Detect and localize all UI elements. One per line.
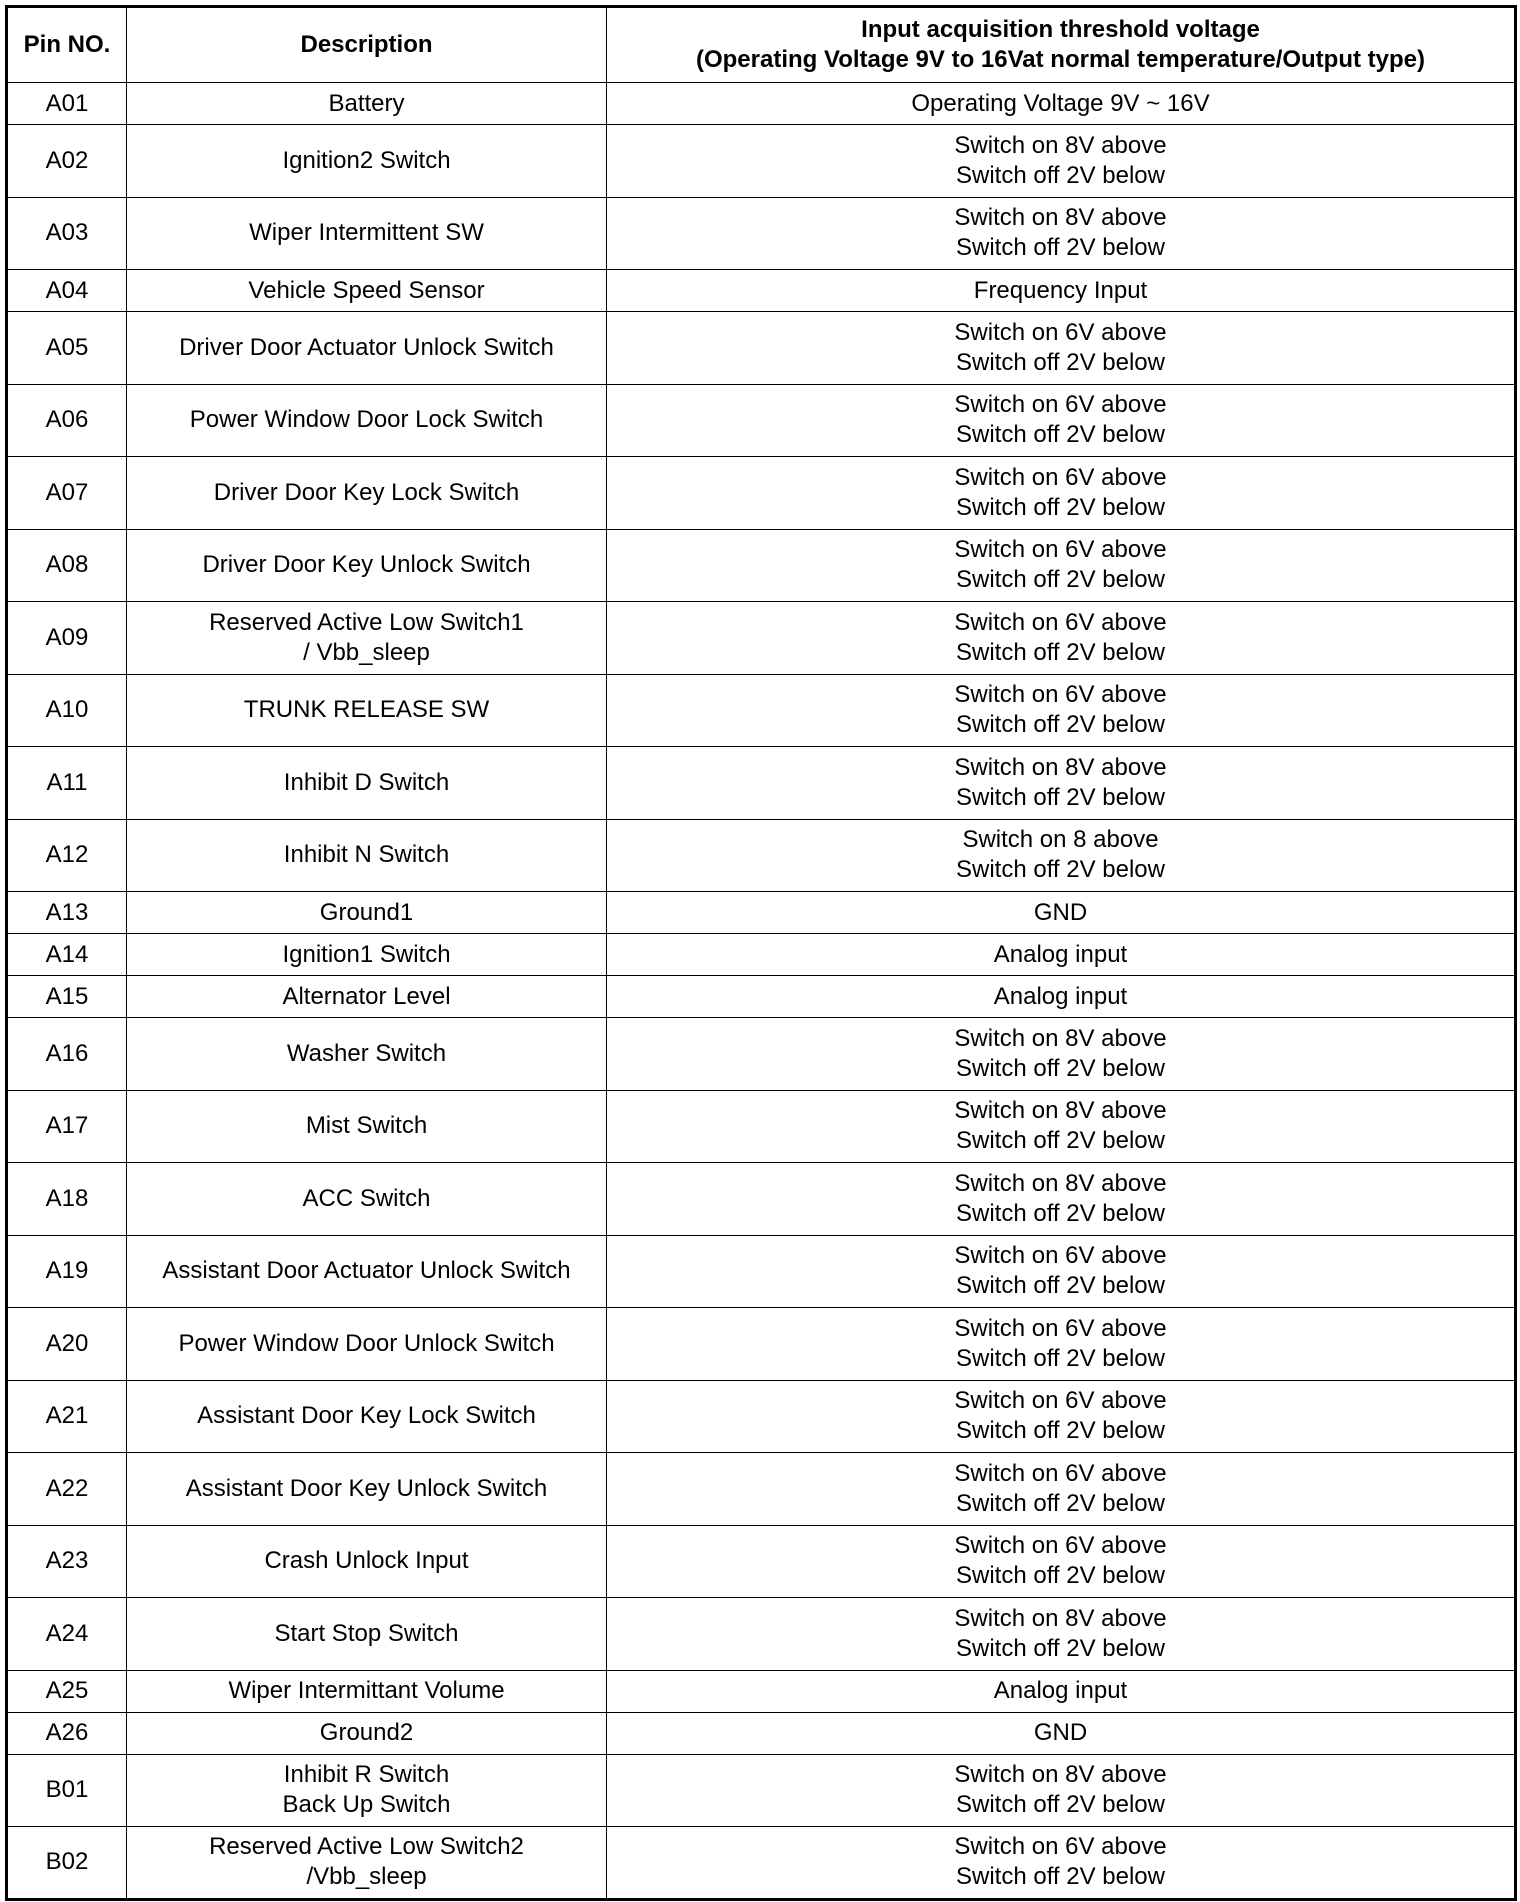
- description-line: Reserved Active Low Switch1: [209, 608, 524, 636]
- threshold-cell: [607, 1712, 1516, 1754]
- header-row: [7, 7, 1516, 83]
- threshold-line: Switch on 8V above: [954, 1761, 1167, 1789]
- pin-number-cell: A25: [7, 1670, 127, 1712]
- description-line: Driver Door Key Lock Switch: [213, 478, 520, 506]
- description-cell: [127, 602, 607, 675]
- threshold-line: Switch on 8V above: [954, 131, 1167, 159]
- table-row: [7, 934, 1516, 976]
- threshold-line: Switch on 6V above: [954, 536, 1167, 564]
- threshold-cell: [607, 1598, 1516, 1671]
- threshold-line: Analog input: [993, 1677, 1128, 1704]
- threshold-cell: [607, 602, 1516, 675]
- description-cell: [127, 1598, 607, 1671]
- description-cell: [127, 312, 607, 385]
- threshold-line: Switch off 2V below: [955, 1199, 1165, 1227]
- threshold-cell: [607, 747, 1516, 820]
- description-cell: [127, 1827, 607, 1900]
- threshold-line: Switch on 8V above: [954, 1097, 1167, 1125]
- threshold-line: Switch off 2V below: [955, 711, 1165, 739]
- threshold-cell: [607, 384, 1516, 457]
- threshold-line: Switch on 6V above: [954, 1242, 1167, 1270]
- description-line: Washer Switch: [286, 1039, 447, 1067]
- table-row: [7, 125, 1516, 198]
- threshold-cell: [607, 1380, 1516, 1453]
- description-cell: [127, 1090, 607, 1163]
- threshold-line: Operating Voltage 9V ~ 16V: [911, 89, 1210, 117]
- table-body: [7, 83, 1516, 1900]
- threshold-line: Switch on 6V above: [954, 1833, 1167, 1861]
- pin-number-cell: A18: [7, 1163, 127, 1236]
- threshold-line: Switch on 8V above: [954, 1024, 1167, 1052]
- description-line: Assistant Door Key Unlock Switch: [185, 1474, 548, 1502]
- table-row: [7, 1380, 1516, 1453]
- threshold-line: Switch on 6V above: [954, 463, 1167, 491]
- table-row: [7, 1827, 1516, 1900]
- description-cell: [127, 529, 607, 602]
- threshold-cell: [607, 1827, 1516, 1900]
- header-threshold-voltage: [607, 7, 1516, 83]
- pin-number-cell: A13: [7, 892, 127, 934]
- description-line: Power Window Door Lock Switch: [189, 406, 544, 434]
- description-cell: [127, 747, 607, 820]
- threshold-line: Switch off 2V below: [955, 348, 1165, 376]
- threshold-line: Switch on 6V above: [954, 318, 1167, 346]
- description-cell: [127, 934, 607, 976]
- threshold-line: Switch off 2V below: [955, 1791, 1165, 1819]
- table-row: [7, 976, 1516, 1018]
- description-line: Inhibit D Switch: [283, 768, 450, 796]
- description-cell: [127, 125, 607, 198]
- threshold-line: Switch on 8V above: [954, 1604, 1167, 1632]
- table-row: [7, 747, 1516, 820]
- description-line: / Vbb_sleep: [303, 638, 430, 666]
- threshold-line: Switch off 2V below: [955, 1054, 1165, 1082]
- description-cell: [127, 819, 607, 892]
- description-line: Wiper Intermittent SW: [249, 219, 484, 247]
- table-row: [7, 1090, 1516, 1163]
- threshold-line: Switch on 6V above: [954, 1459, 1167, 1487]
- threshold-cell: [607, 125, 1516, 198]
- threshold-cell: [607, 1453, 1516, 1526]
- table-row: [7, 270, 1516, 312]
- threshold-line: Switch off 2V below: [955, 1489, 1165, 1517]
- table-row: [7, 1235, 1516, 1308]
- description-cell: [127, 976, 607, 1018]
- description-cell: [127, 674, 607, 747]
- threshold-cell: [607, 457, 1516, 530]
- pin-number-cell: A24: [7, 1598, 127, 1671]
- description-cell: [127, 384, 607, 457]
- threshold-cell: [607, 270, 1516, 312]
- pin-number-cell: A26: [7, 1712, 127, 1754]
- threshold-line: Switch on 8V above: [954, 753, 1167, 781]
- threshold-cell: [607, 312, 1516, 385]
- threshold-line: Switch on 6V above: [954, 1387, 1167, 1415]
- description-cell: [127, 1380, 607, 1453]
- description-line: Ground2: [319, 1719, 414, 1746]
- threshold-line: Switch off 2V below: [955, 161, 1165, 189]
- description-line: Back Up Switch: [282, 1791, 451, 1819]
- description-line: Ignition1 Switch: [282, 940, 451, 968]
- table-row: [7, 819, 1516, 892]
- table-header: [7, 7, 1516, 83]
- description-line: Mist Switch: [305, 1112, 428, 1140]
- threshold-line: GND: [1033, 898, 1088, 926]
- pin-number-cell: A03: [7, 197, 127, 270]
- description-line: TRUNK RELEASE SW: [243, 696, 490, 724]
- pin-number-cell: A11: [7, 747, 127, 820]
- description-line: Power Window Door Unlock Switch: [178, 1329, 555, 1357]
- threshold-line: Switch on 6V above: [954, 681, 1167, 709]
- threshold-cell: [607, 1754, 1516, 1827]
- threshold-cell: [607, 892, 1516, 934]
- threshold-line: Switch on 8 above: [962, 826, 1159, 854]
- description-line: Alternator Level: [282, 982, 451, 1010]
- description-line: Reserved Active Low Switch2: [209, 1833, 524, 1861]
- pin-number-cell: A04: [7, 270, 127, 312]
- pin-number-cell: A15: [7, 976, 127, 1018]
- table-row: [7, 1018, 1516, 1091]
- threshold-cell: [607, 83, 1516, 125]
- description-cell: [127, 83, 607, 125]
- description-line: Ground1: [319, 898, 414, 926]
- table-row: [7, 1754, 1516, 1827]
- threshold-cell: [607, 1308, 1516, 1381]
- pin-number-cell: A05: [7, 312, 127, 385]
- threshold-line: Switch on 6V above: [954, 608, 1167, 636]
- description-line: Driver Door Actuator Unlock Switch: [179, 333, 554, 361]
- header-threshold-subtitle: (Operating Voltage 9V to 16Vat normal temperature/Output type): [695, 46, 1425, 73]
- description-cell: [127, 197, 607, 270]
- threshold-line: Switch on 6V above: [954, 391, 1167, 419]
- threshold-line: Switch off 2V below: [955, 1562, 1165, 1590]
- pin-number-cell: A08: [7, 529, 127, 602]
- threshold-line: Switch off 2V below: [955, 638, 1165, 666]
- description-cell: [127, 457, 607, 530]
- table-row: [7, 1163, 1516, 1236]
- pin-number-cell: A07: [7, 457, 127, 530]
- table-row: [7, 384, 1516, 457]
- table-row: [7, 1308, 1516, 1381]
- description-cell: [127, 1018, 607, 1091]
- threshold-cell: [607, 976, 1516, 1018]
- description-cell: [127, 1525, 607, 1598]
- pin-number-cell: B01: [7, 1754, 127, 1827]
- table-row: [7, 892, 1516, 934]
- threshold-line: Switch off 2V below: [955, 1863, 1165, 1891]
- threshold-line: Frequency Input: [973, 276, 1148, 304]
- threshold-line: Switch off 2V below: [955, 1272, 1165, 1300]
- description-cell: [127, 1712, 607, 1754]
- pin-number-cell: A20: [7, 1308, 127, 1381]
- threshold-cell: [607, 529, 1516, 602]
- pin-threshold-table: [5, 5, 1517, 1901]
- description-cell: [127, 1163, 607, 1236]
- description-line: Ignition2 Switch: [282, 146, 451, 174]
- threshold-line: Switch off 2V below: [955, 856, 1165, 884]
- table-row: [7, 1453, 1516, 1526]
- threshold-cell: [607, 1163, 1516, 1236]
- threshold-line: Switch on 6V above: [954, 1314, 1167, 1342]
- description-cell: [127, 270, 607, 312]
- description-line: Wiper Intermittant Volume: [228, 1677, 505, 1704]
- description-line: Assistant Door Actuator Unlock Switch: [162, 1257, 571, 1285]
- table-row: [7, 312, 1516, 385]
- pin-number-cell: A09: [7, 602, 127, 675]
- table-row: [7, 602, 1516, 675]
- description-line: Assistant Door Key Lock Switch: [197, 1402, 536, 1430]
- table-row: [7, 1712, 1516, 1754]
- threshold-cell: [607, 1670, 1516, 1712]
- pin-number-cell: A19: [7, 1235, 127, 1308]
- pin-number-cell: B02: [7, 1827, 127, 1900]
- description-line: /Vbb_sleep: [306, 1863, 427, 1891]
- table-row: [7, 1525, 1516, 1598]
- header-pin-no: Pin NO.: [7, 7, 127, 83]
- description-cell: [127, 1235, 607, 1308]
- description-cell: [127, 1308, 607, 1381]
- threshold-line: Switch off 2V below: [955, 1417, 1165, 1445]
- pin-number-cell: A21: [7, 1380, 127, 1453]
- pin-number-cell: A22: [7, 1453, 127, 1526]
- threshold-line: Switch on 8V above: [954, 204, 1167, 232]
- threshold-cell: [607, 1090, 1516, 1163]
- threshold-line: Switch off 2V below: [955, 421, 1165, 449]
- threshold-cell: [607, 1525, 1516, 1598]
- threshold-cell: [607, 934, 1516, 976]
- description-cell: [127, 892, 607, 934]
- table-row: [7, 674, 1516, 747]
- header-threshold-title: Input acquisition threshold voltage: [861, 16, 1260, 43]
- threshold-line: Switch off 2V below: [955, 566, 1165, 594]
- threshold-cell: [607, 197, 1516, 270]
- description-cell: [127, 1670, 607, 1712]
- pin-number-cell: A16: [7, 1018, 127, 1091]
- pin-number-cell: A02: [7, 125, 127, 198]
- table-row: [7, 1598, 1516, 1671]
- description-line: Battery: [328, 89, 405, 117]
- description-line: Vehicle Speed Sensor: [248, 276, 485, 304]
- threshold-line: Switch off 2V below: [955, 1127, 1165, 1155]
- threshold-line: Analog input: [993, 982, 1128, 1010]
- description-cell: [127, 1453, 607, 1526]
- threshold-line: Switch off 2V below: [955, 493, 1165, 521]
- header-description: Description: [127, 7, 607, 83]
- threshold-line: Switch off 2V below: [955, 234, 1165, 262]
- description-line: Driver Door Key Unlock Switch: [202, 551, 531, 579]
- threshold-line: Switch off 2V below: [955, 783, 1165, 811]
- threshold-line: Switch off 2V below: [955, 1634, 1165, 1662]
- description-cell: [127, 1754, 607, 1827]
- threshold-cell: [607, 674, 1516, 747]
- table-row: [7, 1670, 1516, 1712]
- threshold-cell: [607, 1235, 1516, 1308]
- pin-number-cell: A10: [7, 674, 127, 747]
- table-row: [7, 83, 1516, 125]
- description-line: Inhibit N Switch: [283, 841, 450, 869]
- threshold-line: Switch on 8V above: [954, 1169, 1167, 1197]
- threshold-line: GND: [1033, 1719, 1088, 1746]
- description-line: ACC Switch: [302, 1184, 431, 1212]
- threshold-cell: [607, 1018, 1516, 1091]
- description-line: Inhibit R Switch: [283, 1761, 450, 1789]
- pin-number-cell: A23: [7, 1525, 127, 1598]
- threshold-line: Switch on 6V above: [954, 1532, 1167, 1560]
- table-row: [7, 529, 1516, 602]
- threshold-cell: [607, 819, 1516, 892]
- pin-number-cell: A14: [7, 934, 127, 976]
- pin-number-cell: A06: [7, 384, 127, 457]
- pin-number-cell: A12: [7, 819, 127, 892]
- threshold-line: Analog input: [993, 940, 1128, 968]
- pin-number-cell: A01: [7, 83, 127, 125]
- table-row: [7, 197, 1516, 270]
- threshold-line: Switch off 2V below: [955, 1344, 1165, 1372]
- table-row: [7, 457, 1516, 530]
- pin-number-cell: A17: [7, 1090, 127, 1163]
- description-line: Crash Unlock Input: [264, 1547, 469, 1575]
- description-line: Start Stop Switch: [274, 1619, 459, 1647]
